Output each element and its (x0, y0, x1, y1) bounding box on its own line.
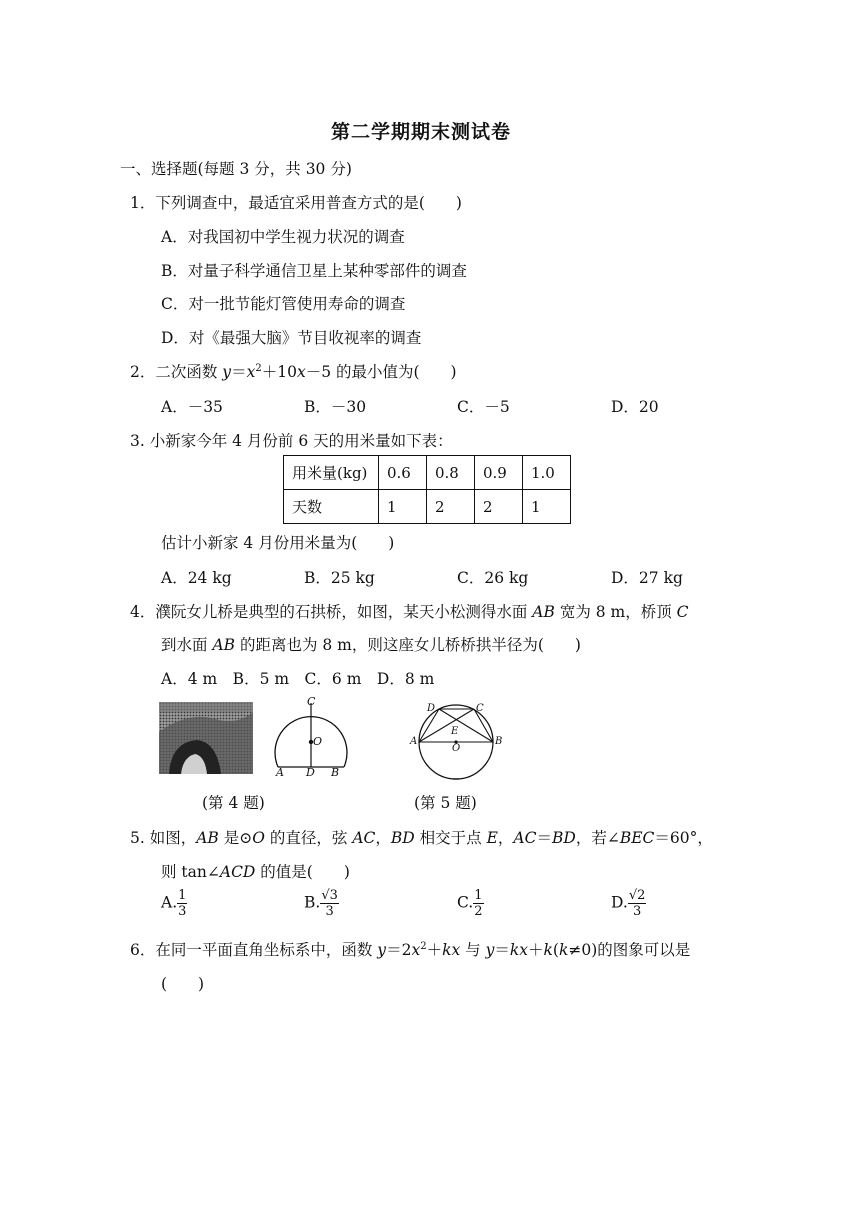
question-6-answer-paren: ( ) (161, 975, 205, 993)
figure-4-caption: (第 4 题) (202, 794, 265, 812)
table-cell: 1 (523, 490, 571, 524)
section-header: 一、选择题(每题 3 分，共 30 分) (120, 160, 352, 178)
figure-5-caption: (第 5 题) (414, 794, 477, 812)
question-1-option-b: B．对量子科学通信卫星上某种零部件的调查 (161, 262, 467, 280)
label-e: E (451, 726, 459, 737)
question-3-option-c: C．26 kg (457, 569, 529, 587)
label-d: D (427, 703, 436, 714)
page-title: 第二学期期末测试卷 (331, 121, 512, 143)
label-a: A (410, 736, 418, 747)
question-3-follow: 估计小新家 4 月份用米量为( ) (161, 534, 395, 552)
table-cell: 用米量(kg) (284, 456, 379, 490)
question-4-line-1: 4．濮阮女儿桥是典型的石拱桥，如图，某天小松测得水面 AB 宽为 8 m，桥顶 C (130, 603, 689, 621)
label-o: O (313, 735, 323, 748)
question-5-line-1: 5. 如图，AB 是⊙O 的直径，弦 AC，BD 相交于点 E，AC＝BD，若∠BEC＝60°， (130, 829, 713, 847)
question-1-option-c: C．对一批节能灯管使用寿命的调查 (161, 295, 406, 313)
question-1-option-d: D．对《最强大脑》节目收视率的调查 (161, 329, 422, 347)
question-5-line-2: 则 tan∠ACD 的值是( ) (161, 863, 350, 881)
label-c: C (476, 703, 484, 714)
table-row (284, 490, 571, 524)
label-a: A (276, 766, 284, 779)
rice-usage-table (283, 455, 571, 524)
question-5-option-d: D. $\frac{√2}{3}$ (611, 888, 646, 919)
bridge-photo (159, 702, 253, 774)
label-o: O (452, 743, 461, 754)
table-cell: 0.9 (475, 456, 523, 490)
question-5-option-b: B. $\frac{√3}{3}$ (304, 888, 338, 919)
table-cell: 2 (427, 490, 475, 524)
table-cell: 0.6 (379, 456, 427, 490)
label-b: B (495, 736, 503, 747)
question-1-option-a: A．对我国初中学生视力状况的调查 (161, 228, 405, 246)
question-2-option-b: B．－30 (304, 398, 367, 416)
question-4-options: A．4 m B．5 m C．6 m D．8 m (161, 670, 435, 688)
question-4-line-2: 到水面 AB 的距离也为 8 m，则这座女儿桥桥拱半径为( ) (161, 636, 581, 654)
question-3-option-b: B．25 kg (304, 569, 375, 587)
question-3-stem: 3. 小新家今年 4 月份前 6 天的用米量如下表： (130, 432, 453, 450)
label-b: B (331, 766, 340, 779)
question-1-stem: 1．下列调查中，最适宜采用普查方式的是( ) (130, 194, 462, 212)
question-2-option-d: D．20 (611, 398, 659, 416)
question-2-option-a: A．－35 (161, 398, 223, 416)
table-cell: 1.0 (523, 456, 571, 490)
question-5-option-a: A. $\frac{1}{3}$ (161, 888, 187, 919)
question-3-option-d: D．27 kg (611, 569, 683, 587)
label-d: D (306, 766, 315, 779)
question-2-option-c: C．－5 (457, 398, 510, 416)
question-5-option-c: C. $\frac{1}{2}$ (457, 888, 483, 919)
table-cell: 1 (379, 490, 427, 524)
label-c: C (307, 695, 316, 708)
question-2-stem: 2．二次函数 $y=x^2+10x-5$ 的最小值为( ) (130, 362, 457, 381)
table-cell: 2 (475, 490, 523, 524)
question-3-option-a: A．24 kg (161, 569, 232, 587)
question-6-line-1: 6．在同一平面直角坐标系中，函数 $y=2x^2+kx$ 与 y＝kx＋k(k≠0)的图象可以是 (130, 940, 691, 959)
table-row (284, 456, 571, 490)
table-cell: 天数 (284, 490, 379, 524)
table-cell: 0.8 (427, 456, 475, 490)
